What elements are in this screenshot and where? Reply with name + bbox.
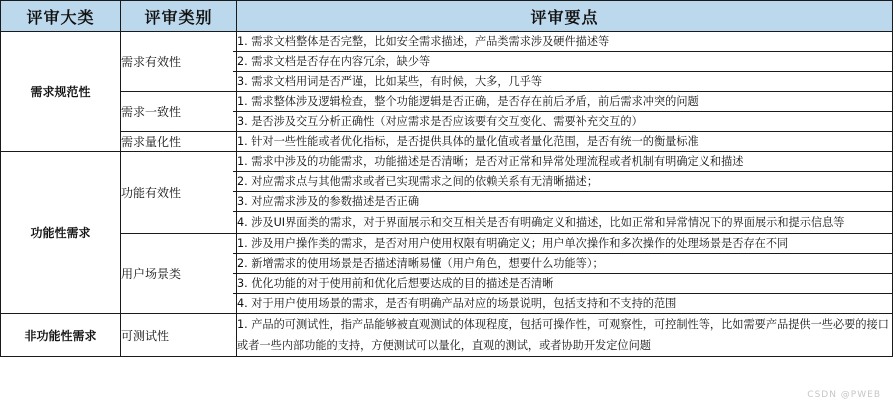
point-item: 2. 新增需求的使用场景是否描述清晰易懂（用户角色，想要什么功能等）；: [233, 253, 893, 273]
points-cell: [237, 234, 893, 314]
type-cell: 需求一致性: [121, 92, 237, 132]
point-item: 3. 优化功能的对于使用前和优化后想要达成的目的描述是否清晰: [233, 273, 893, 293]
point-item: 4. 对于用户使用场景的需求，是否有明确产品对应的场景说明，包括支持和不支持的范围: [233, 293, 893, 313]
point-item: 3. 对应需求涉及的参数描述是否正确: [233, 191, 893, 211]
table-row: [1, 234, 893, 314]
point-item: 1. 需求文档整体是否完整，比如安全需求描述，产品类需求涉及硬件描述等: [237, 35, 610, 48]
points-cell: [237, 152, 893, 234]
points-cell: [237, 92, 893, 132]
point-item: 1. 需求整体涉及逻辑检查，整个功能逻辑是否正确，是否存在前后矛盾，前后需求冲突的问题: [237, 95, 699, 108]
table-row: [1, 92, 893, 132]
category-cell: 功能性需求: [1, 152, 121, 314]
table-row: [1, 314, 893, 357]
point-item: 1. 针对一些性能或者优化指标，是否提供具体的量化值或者量化范围，是否有统一的衡量标准: [237, 135, 699, 148]
type-cell: 需求有效性: [121, 32, 237, 92]
table-row: [1, 132, 893, 152]
point-item: 3. 需求文档用词是否严谨，比如某些，有时候，大多，几乎等: [233, 71, 893, 91]
type-cell: 用户场景类: [121, 234, 237, 314]
point-item: 3. 是否涉及交互分析正确性（对应需求是否应该要有交互变化、需要补充交互的）: [233, 111, 893, 131]
header-category: 评审大类: [1, 1, 121, 32]
points-cell: [237, 132, 893, 152]
watermark: CSDN @PWEB: [807, 390, 881, 400]
header-row: [1, 1, 893, 32]
point-item: 1. 涉及用户操作类的需求，是否对用户使用权限有明确定义；用户单次操作和多次操作的处理场景是否存在不同: [237, 237, 789, 250]
point-item: 2. 需求文档是否存在内容冗余，缺少等: [233, 51, 893, 71]
header-points: 评审要点: [237, 1, 893, 32]
point-item: 4. 涉及UI界面类的需求，对于界面展示和交互相关是否有明确定义和描述，比如正常和异常情况下的界面展示和提示信息等: [233, 211, 893, 233]
type-cell: 可测试性: [121, 314, 237, 357]
header-type: 评审类别: [121, 1, 237, 32]
point-item: 1. 产品的可测试性，指产品能够被直观测试的体现程度，包括可操作性，可观察性，可控制性等，比如需要产品提供一些必要的接口或者一些内部功能的支持，方便测试可以量化，直观的测试，或者协助开发定位问题: [237, 318, 889, 352]
category-cell: 非功能性需求: [1, 314, 121, 357]
point-item: 2. 对应需求点与其他需求或者已实现需求之间的依赖关系有无清晰描述；: [233, 171, 893, 191]
points-cell: [237, 314, 893, 357]
type-cell: 功能有效性: [121, 152, 237, 234]
point-item: 1. 需求中涉及的功能需求，功能描述是否清晰；是否对正常和异常处理流程或者机制有明确定义和描述: [237, 155, 744, 168]
points-cell: [237, 32, 893, 92]
table-row: [1, 32, 893, 92]
category-cell: 需求规范性: [1, 32, 121, 152]
type-cell: 需求量化性: [121, 132, 237, 152]
table-row: [1, 152, 893, 234]
